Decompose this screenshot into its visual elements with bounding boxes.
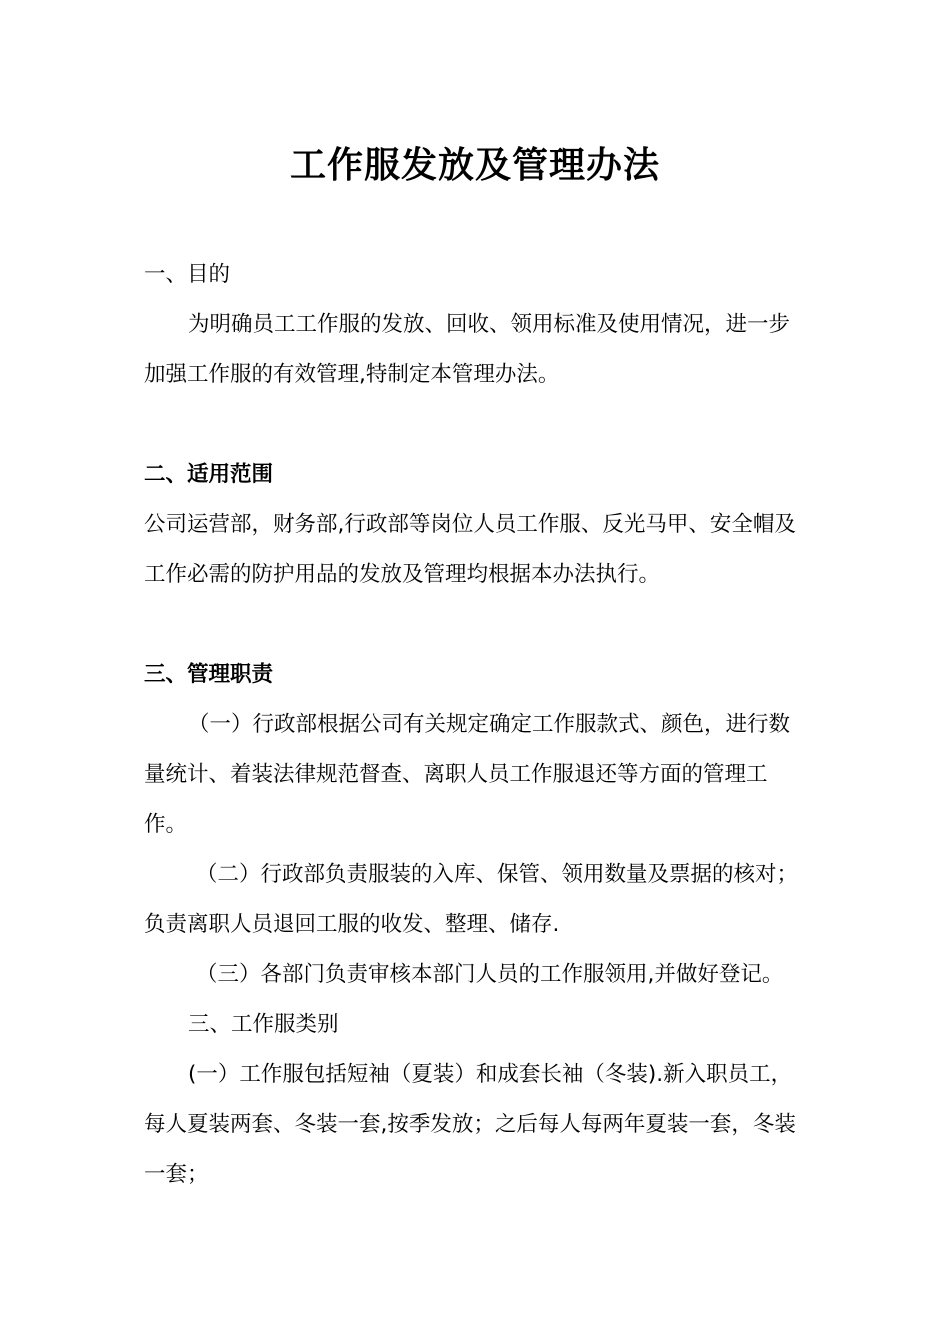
paragraph-categories-1: (一）工作服包括短袖（夏装）和成套长袖（冬装).新入职员工，每人夏装两套、冬装一套,按季发放；之后每人每两年夏装一套，冬装一套； (144, 1062, 796, 1187)
spacer (144, 600, 804, 650)
paragraph-duties-3: （三）各部门负责审核本部门人员的工作服领用,并做好登记。 (196, 962, 784, 987)
section-heading-purpose: 一、目的 (144, 262, 231, 287)
paragraph-duties-2: （二）行政部负责服装的入库、保管、领用数量及票据的核对；负责离职人员退回工服的收发、整理、储存. (144, 862, 799, 937)
paragraph-purpose: 为明确员工工作服的发放、回收、领用标准及使用情况，进一步加强工作服的有效管理,特制定本管理办法。 (144, 312, 791, 387)
section-heading-categories: 三、工作服类别 (188, 1012, 339, 1037)
section-heading-scope: 二、适用范围 (144, 462, 274, 487)
spacer (144, 400, 804, 450)
document-body (144, 250, 804, 1200)
section-heading-duties: 三、管理职责 (144, 662, 274, 687)
paragraph-scope: 公司运营部，财务部,行政部等岗位人员工作服、反光马甲、安全帽及工作必需的防护用品的发放及管理均根据本办法执行。 (144, 512, 796, 587)
paragraph-duties-1: （一）行政部根据公司有关规定确定工作服款式、颜色，进行数量统计、着装法律规范督查、离职人员工作服退还等方面的管理工作。 (144, 712, 791, 837)
document-title: 工作服发放及管理办法 (289, 145, 660, 186)
